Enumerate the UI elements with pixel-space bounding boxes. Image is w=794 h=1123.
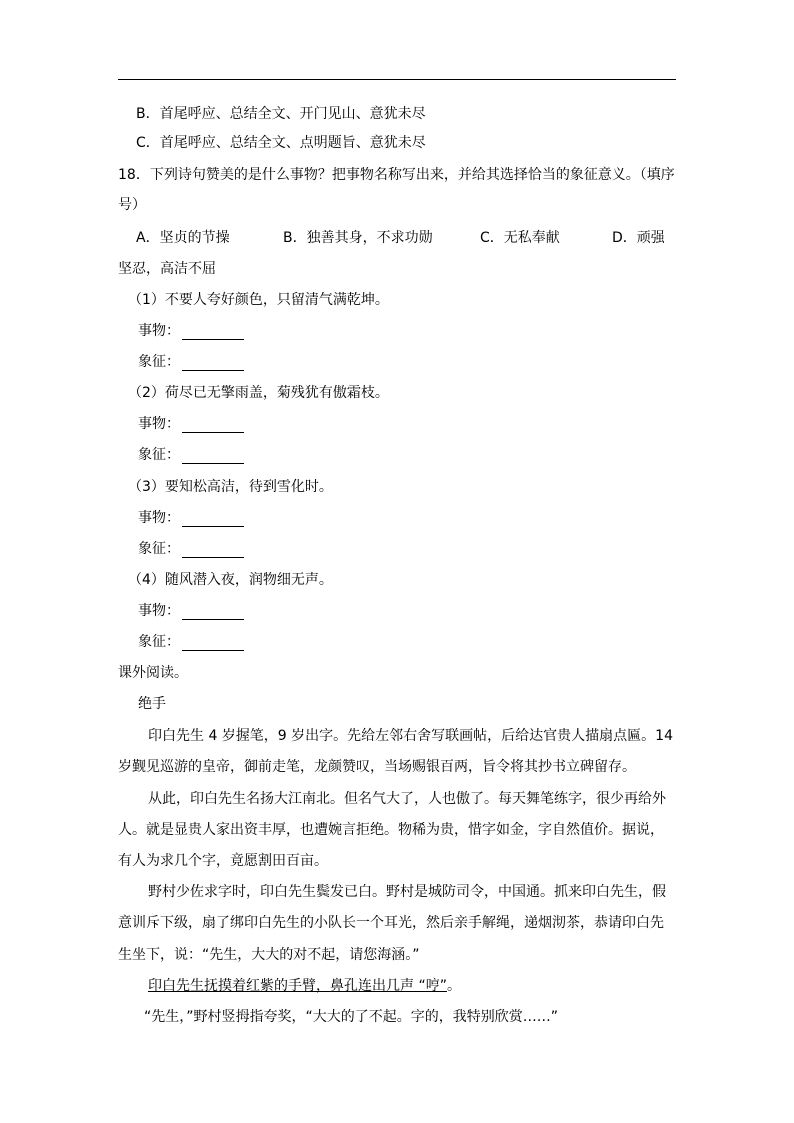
answer-blank[interactable] [182, 636, 244, 651]
paragraph-line: 人。就是显贵人家出资丰厚，也遭婉言拒绝。物稀为贵，惜字如金，字自然值价。据说， [118, 822, 664, 838]
symbol-field-2[interactable] [138, 446, 244, 464]
question-18-stem: 18．下列诗句赞美的是什么事物？把事物名称写出来，并给其选择恰当的象征意义。（填序 [118, 167, 675, 183]
question-18-stem-cont: 号） [118, 197, 146, 213]
answer-blank[interactable] [182, 418, 244, 433]
paragraph-line: 从此，印白先生名扬大江南北。但名气大了，人也傲了。每天舞笔练字，很少再给外 [148, 791, 666, 807]
verse-3: （3）要知松高洁，待到雪化时。 [128, 479, 333, 495]
paragraph-line: 生坐下，说：“先生，大大的对不起，请您海涵。” [118, 947, 420, 963]
answer-blank[interactable] [182, 356, 244, 371]
paragraph-line: “先生，”野村竖拇指夸奖，“大大的了不起。字的，我特别欣赏……” [144, 1009, 559, 1025]
thing-field-1[interactable] [138, 322, 244, 340]
thing-label: 事物： [138, 323, 180, 339]
header-rule [118, 79, 676, 80]
option-c: C．首尾呼应、总结全文、点明题旨、意犹未尽 [136, 135, 426, 151]
choice-b: B．独善其身，不求功勋 [283, 230, 433, 246]
thing-label: 事物： [138, 603, 180, 619]
answer-blank[interactable] [182, 512, 244, 527]
choice-c: C．无私奉献 [480, 230, 560, 246]
thing-field-2[interactable] [138, 415, 244, 433]
thing-field-3[interactable] [138, 509, 244, 527]
symbol-field-3[interactable] [138, 540, 244, 558]
choice-a: A．坚贞的节操 [136, 230, 230, 246]
symbol-field-4[interactable] [138, 633, 244, 651]
symbol-label: 象征： [138, 541, 180, 557]
reading-title: 绝手 [138, 696, 166, 712]
answer-blank[interactable] [182, 605, 244, 620]
symbol-label: 象征： [138, 354, 180, 370]
verse-2: （2）荷尽已无擎雨盖，菊残犹有傲霜枝。 [128, 385, 389, 401]
paragraph-line: 印白先生 4 岁握笔，9 岁出字。先给左邻右舍写联画帖，后给达官贵人描扇点匾。14 [148, 728, 673, 744]
section-heading: 课外阅读。 [118, 665, 188, 681]
choice-d: D．顽强 [612, 230, 665, 246]
symbol-label: 象征： [138, 634, 180, 650]
paragraph-line: 野村少佐求字时，印白先生鬓发已白。野村是城防司令，中国通。抓来印白先生，假 [148, 884, 666, 900]
verse-1: （1）不要人夸好颜色，只留清气满乾坤。 [128, 292, 389, 308]
paragraph-line: 岁觐见巡游的皇帝，御前走笔，龙颜赞叹，当场赐银百两，旨令将其抄书立碑留存。 [118, 759, 636, 775]
verse-4: （4）随风潜入夜，润物细无声。 [128, 572, 333, 588]
thing-label: 事物： [138, 416, 180, 432]
choice-d-cont: 坚忍，高洁不屈 [118, 261, 216, 277]
underlined-sentence [148, 977, 461, 995]
answer-blank[interactable] [182, 325, 244, 340]
answer-blank[interactable] [182, 449, 244, 464]
option-b: B．首尾呼应、总结全文、开门见山、意犹未尽 [136, 106, 426, 122]
paragraph-line: 有人为求几个字，竟愿割田百亩。 [118, 853, 328, 869]
answer-blank[interactable] [182, 543, 244, 558]
symbol-field-1[interactable] [138, 353, 244, 371]
thing-label: 事物： [138, 510, 180, 526]
paragraph-line: 意训斥下级，扇了绑印白先生的小队长一个耳光，然后亲手解绳，递烟沏茶，恭请印白先 [118, 915, 664, 931]
sentence-end: 。 [446, 978, 461, 994]
thing-field-4[interactable] [138, 602, 244, 620]
symbol-label: 象征： [138, 447, 180, 463]
underlined-text: 印白先生抚摸着红紫的手臂，鼻孔连出几声 “哼” [148, 978, 447, 994]
